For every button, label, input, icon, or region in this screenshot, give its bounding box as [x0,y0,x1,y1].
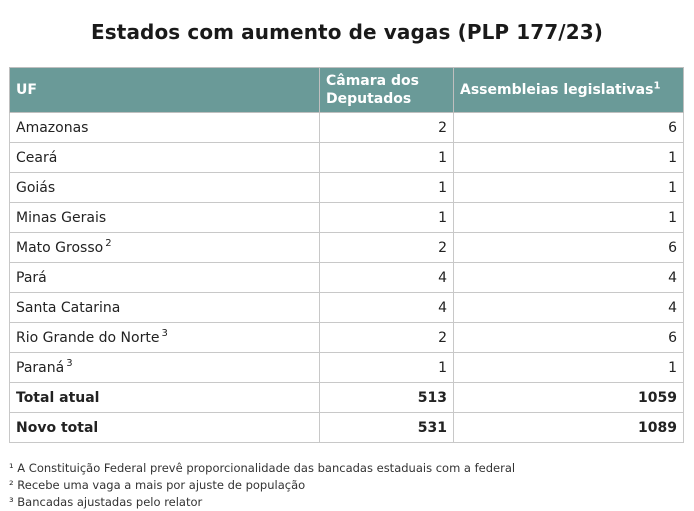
uf-name: Rio Grande do Norte [16,329,160,346]
uf-name: Santa Catarina [16,299,121,316]
cell-assembleias: 1089 [454,413,684,443]
column-header-assembleias [454,68,684,113]
cell-assembleias: 1 [454,353,684,383]
footnotes [9,460,515,511]
column-header-assembleias-label: Assembleias legislativas [460,82,654,98]
cell-total-label: Total atual [10,383,320,413]
cell-camara: 2 [320,233,454,263]
table-row [10,173,684,203]
cell-camara: 1 [320,353,454,383]
table-header-row [10,68,684,113]
table-row [10,113,684,143]
table-row [10,263,684,293]
uf-name: Goiás [16,179,56,196]
footnote-1: ¹ A Constituição Federal prevê proporcionalidade das bancadas estaduais com a federal [9,461,516,475]
uf-name: Mato Grosso [16,239,104,256]
cell-camara: 1 [320,143,454,173]
cell-assembleias: 1 [454,173,684,203]
uf-name: Amazonas [16,119,89,136]
footnote-marker: 2 [105,237,112,249]
uf-name: Pará [16,269,47,286]
footnote-3: ³ Bancadas ajustadas pelo relator [9,495,203,509]
cell-camara: 2 [320,323,454,353]
cell-uf [10,353,320,383]
cell-assembleias: 4 [454,263,684,293]
cell-assembleias: 4 [454,293,684,323]
cell-uf [10,173,320,203]
cell-assembleias: 6 [454,323,684,353]
cell-uf [10,323,320,353]
cell-camara: 4 [320,293,454,323]
column-header-uf-label: UF [16,82,37,98]
cell-uf [10,233,320,263]
cell-assembleias: 1059 [454,383,684,413]
footnote-marker: 3 [161,327,168,339]
cell-total-label: Novo total [10,413,320,443]
table-row [10,143,684,173]
cell-camara: 1 [320,203,454,233]
cell-uf [10,203,320,233]
column-header-camara [320,68,454,113]
column-header-camara-label: Câmara dos Deputados [326,73,419,107]
uf-name: Paraná [16,359,65,376]
cell-uf [10,293,320,323]
cell-assembleias: 1 [454,203,684,233]
cell-camara: 1 [320,173,454,203]
vacancies-table [9,67,684,443]
cell-camara: 2 [320,113,454,143]
total-row [10,413,684,443]
footnote-2: ² Recebe uma vaga a mais por ajuste de população [9,478,306,492]
cell-camara: 4 [320,263,454,293]
cell-camara: 531 [320,413,454,443]
cell-camara: 513 [320,383,454,413]
table-row [10,323,684,353]
table-row [10,353,684,383]
table-row [10,233,684,263]
total-row [10,383,684,413]
uf-name: Minas Gerais [16,209,107,226]
table-row [10,293,684,323]
cell-assembleias: 6 [454,233,684,263]
footnote-marker: 1 [653,80,661,92]
cell-assembleias: 1 [454,143,684,173]
cell-uf [10,113,320,143]
uf-name: Ceará [16,149,58,166]
page-title: Estados com aumento de vagas (PLP 177/23) [91,20,603,44]
cell-assembleias: 6 [454,113,684,143]
cell-uf [10,263,320,293]
cell-uf [10,143,320,173]
table-row [10,203,684,233]
column-header-uf [10,68,320,113]
footnote-marker: 3 [66,357,73,369]
